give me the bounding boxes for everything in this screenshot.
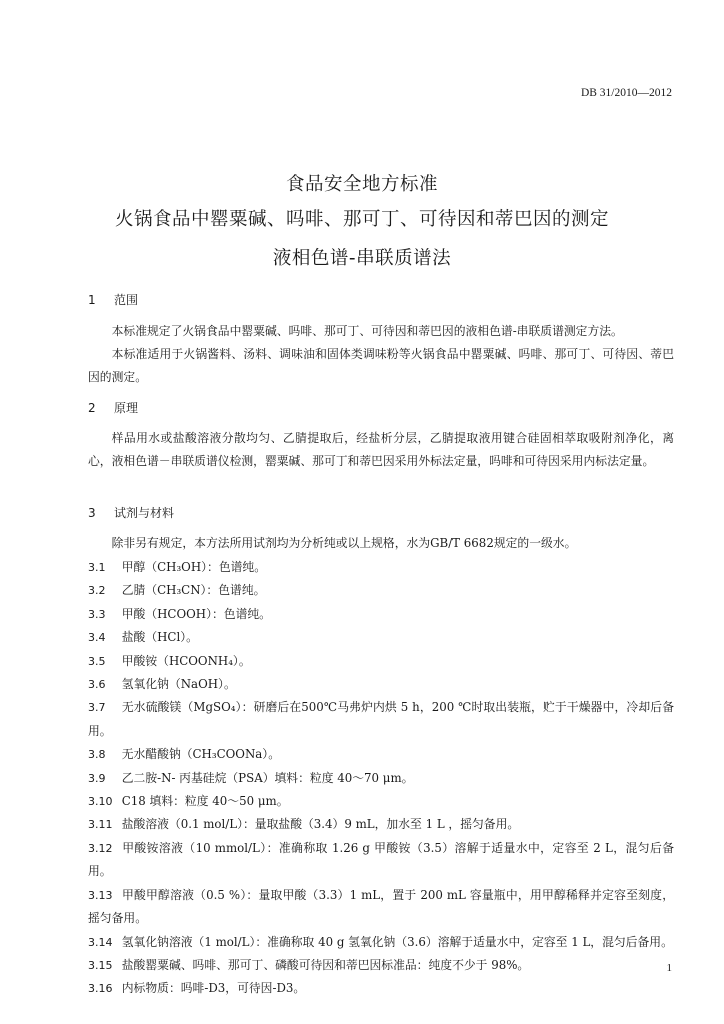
reagent-item [88,767,674,790]
item-text: 无水硫酸镁（MgSO₄）：研磨后在500℃马弗炉内烘 5 h，200 ℃时取出装瓶，贮于干燥器中，冷却后备用。 [88,700,674,738]
section-2-heading [88,399,138,416]
item-number: 3.5 [88,654,106,668]
item-text: 盐酸（HCl）。 [121,630,198,645]
document-code: DB 31/2010—2012 [580,87,672,99]
item-text: 甲酸（HCOOH）：色谱纯。 [121,606,271,621]
reagent-item [88,579,674,602]
section-title: 范围 [114,293,139,307]
reagent-item [88,556,674,579]
paragraph: 本标准适用于火锅酱料、汤料、调味油和固体类调味粉等火锅食品中罂粟碱、吗啡、那可丁、可待因、蒂巴因的测定。 [88,347,674,384]
section-number: 2 [88,401,96,415]
reagent-item [88,603,674,626]
item-number: 3.8 [88,748,106,762]
item-number: 3.3 [88,607,106,621]
reagent-item [88,931,674,954]
item-number: 3.2 [88,584,106,598]
paragraph: 样品用水或盐酸溶液分散均匀、乙腈提取后，经盐析分层，乙腈提取液用键合硅固相萃取吸附剂净化，离心，液相色谱－串联质谱仪检测，罂粟碱、那可丁和蒂巴因采用外标法定量，吗啡和可待因采用内标法定量。 [88,431,674,468]
item-number: 3.9 [88,771,106,785]
item-text: 甲酸铵溶液（10 mmol/L）：准确称取 1.26 g 甲酸铵（3.5）溶解于适量水中，定容至 2 L，混匀后备用。 [88,840,674,879]
section-number: 1 [88,293,96,307]
reagent-item [88,650,674,673]
section-title: 原理 [114,401,139,415]
item-number: 3.7 [88,701,106,715]
reagent-item [88,673,674,696]
section-3-intro [88,532,674,555]
item-number: 3.14 [88,935,113,949]
item-text: 甲酸甲醇溶液（0.5 %）：量取甲酸（3.3）1 mL，置于 200 mL 容量瓶中，用甲醇稀释并定容至刻度，摇匀备用。 [88,887,674,926]
reagent-item [88,743,674,766]
item-text: 无水醋酸钠（CH₃COONa）。 [121,747,280,762]
item-number: 3.11 [88,818,113,832]
standard-category-title: 食品安全地方标准 [285,174,438,195]
page-number: 1 [666,962,672,974]
item-text: 甲酸铵（HCOONH₄）。 [121,653,251,668]
reagent-item [88,626,674,649]
item-text: 乙腈（CH₃CN）：色谱纯。 [121,583,266,598]
item-text: 内标物质：吗啡-D3，可待因-D3。 [121,981,306,996]
item-number: 3.10 [88,795,113,809]
section-1-body [88,320,674,389]
item-number: 3.13 [88,888,113,902]
item-number: 3.1 [88,561,106,574]
item-number: 3.12 [88,841,113,855]
section-3-heading [88,504,174,521]
reagent-item [88,696,674,743]
standard-method-title: 液相色谱-串联质谱法 [272,248,452,269]
item-text: 氢氧化钠（NaOH）。 [121,677,236,692]
reagent-item [88,977,674,1000]
item-number: 3.4 [88,631,106,645]
item-number: 3.6 [88,678,106,692]
item-text: 盐酸溶液（0.1 mol/L）：量取盐酸（3.4）9 mL，加水至 1 L ，摇匀备用。 [121,817,520,832]
item-text: 乙二胺-N- 丙基硅烷（PSA）填料：粒度 40～70 μm。 [121,770,414,785]
section-title: 试剂与材料 [114,506,175,520]
item-text: 盐酸罂粟碱、吗啡、那可丁、磷酸可待因和蒂巴因标准品：纯度不少于 98%。 [121,957,530,972]
section-1-heading [88,291,138,308]
reagent-list [88,556,674,1001]
reagent-item [88,837,674,884]
item-text: 甲醇（CH₃OH）：色谱纯。 [121,560,267,574]
section-2-body [88,427,674,473]
reagent-item [88,813,674,836]
paragraph: 除非另有规定，本方法所用试剂均为分析纯或以上规格，水为GB/T 6682规定的一级水。 [111,536,577,550]
item-text: 氢氧化钠溶液（1 mol/L）：准确称取 40 g 氢氧化钠（3.6）溶解于适量水中，定容至 1 L，混匀后备用。 [121,934,673,949]
section-number: 3 [88,506,96,520]
reagent-item [88,954,674,977]
standard-main-title: 火锅食品中罂粟碱、吗啡、那可丁、可待因和蒂巴因的测定 [114,209,609,230]
item-text: C18 填料：粒度 40～50 μm。 [121,794,289,809]
item-number: 3.16 [88,982,113,996]
reagent-item [88,790,674,813]
paragraph: 本标准规定了火锅食品中罂粟碱、吗啡、那可丁、可待因和蒂巴因的液相色谱-串联质谱测定方法。 [111,324,623,338]
reagent-item [88,884,674,931]
item-number: 3.15 [88,958,113,972]
